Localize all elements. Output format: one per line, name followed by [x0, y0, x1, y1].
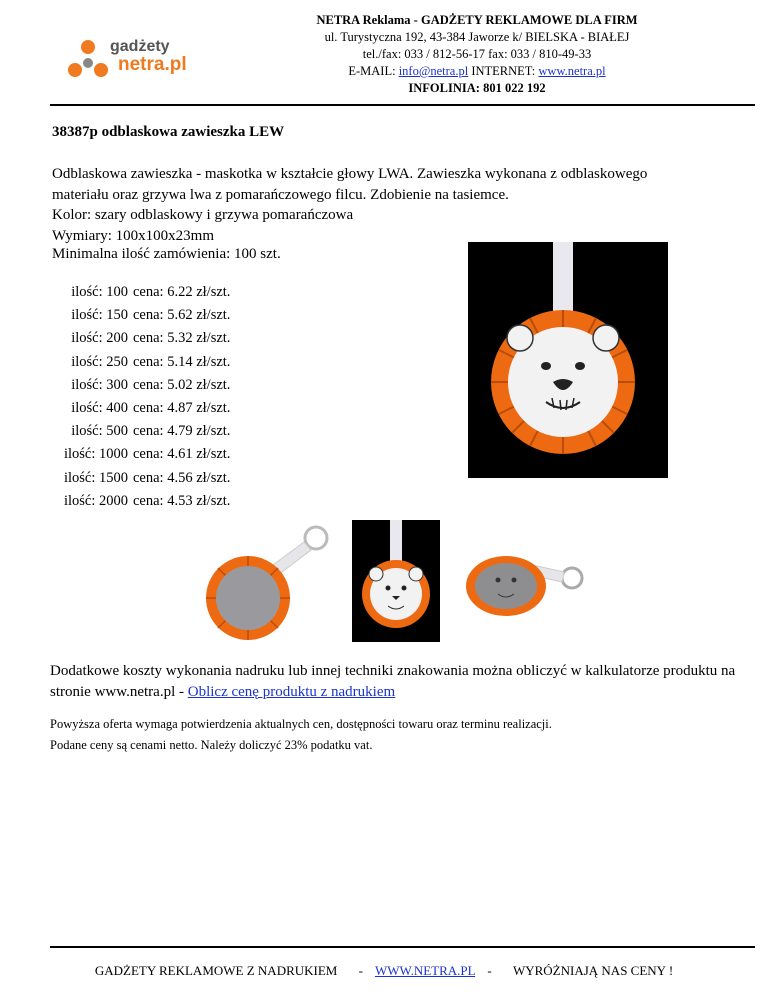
price-qty: ilość: 400: [71, 399, 128, 416]
price-row: [52, 307, 230, 330]
print-cost-info: [50, 661, 750, 703]
lion-keychain-front-image: [468, 242, 668, 478]
offer-note: Powyższa oferta wymaga potwierdzenia aktualnych cen, dostępności towaru oraz terminu realizacji.: [50, 717, 552, 731]
price-value: cena: 5.32 zł/szt.: [133, 330, 231, 347]
footer-slogan-right: WYRÓŻNIAJĄ NAS CENY !: [512, 963, 674, 978]
footer-divider: [50, 946, 755, 948]
price-row: [52, 493, 230, 516]
price-row: [52, 354, 230, 377]
print-cost-text: Dodatkowe koszty wykonania nadruku lub innej techniki znakowania można obliczyć w kalkulatorze produktu na stronie www.netra.pl -: [50, 663, 736, 700]
company-header: [282, 12, 672, 97]
price-value: cena: 5.02 zł/szt.: [133, 376, 231, 393]
price-qty: ilość: 300: [71, 376, 128, 393]
price-value: cena: 5.14 zł/szt.: [133, 353, 231, 370]
logo-mark-icon: [66, 38, 110, 82]
footer-separator: -: [487, 963, 492, 978]
price-row: [52, 377, 230, 400]
price-qty: ilość: 500: [71, 423, 128, 440]
price-value: cena: 4.79 zł/szt.: [133, 423, 231, 440]
product-dimensions: Wymiary: 100x100x23mm: [52, 227, 214, 244]
price-row: [52, 423, 230, 446]
price-value: cena: 4.61 zł/szt.: [133, 446, 231, 463]
product-photo-main: [468, 242, 668, 478]
company-address: ul. Turystyczna 192, 43-384 Jaworze k/ BIELSKA - BIAŁEJ: [324, 30, 630, 44]
product-photo-reflective: [464, 548, 590, 618]
price-value: cena: 4.87 zł/szt.: [133, 399, 231, 416]
netra-logo: [66, 38, 216, 82]
footer-website-link[interactable]: WWW.NETRA.PL: [374, 963, 476, 978]
price-qty: ilość: 250: [71, 353, 128, 370]
company-phone: tel./fax: 033 / 812-56-17 fax: 033 / 810-49-33: [362, 47, 592, 61]
lion-keychain-reflective-image: [464, 548, 590, 618]
header-divider: [50, 104, 755, 106]
internet-label: INTERNET:: [471, 64, 536, 78]
email-link[interactable]: info@netra.pl: [398, 64, 469, 78]
price-row: [52, 330, 230, 353]
price-table: [52, 284, 230, 516]
lion-keychain-back-image: [196, 522, 336, 642]
price-qty: ilość: 100: [71, 284, 128, 300]
vat-note: Podane ceny są cenami netto. Należy doliczyć 23% podatku vat.: [50, 738, 373, 752]
infolinia: INFOLINIA: 801 022 192: [408, 81, 546, 95]
logo-text-top: gadżety: [110, 38, 170, 55]
product-title: 38387p odblaskowa zawieszka LEW: [52, 124, 285, 140]
product-description: [52, 164, 692, 246]
price-calculator-link[interactable]: Oblicz cenę produktu z nadrukiem: [187, 684, 396, 700]
price-value: cena: 6.22 zł/szt.: [133, 284, 231, 300]
product-photo-back: [196, 522, 336, 642]
price-qty: ilość: 200: [71, 330, 128, 347]
company-name: NETRA Reklama - GADŻETY REKLAMOWE DLA FIRM: [316, 13, 638, 27]
price-qty: ilość: 1000: [63, 446, 128, 463]
min-order: Minimalna ilość zamówienia: 100 szt.: [52, 246, 281, 262]
product-color: Kolor: szary odblaskowy i grzywa pomarańczowa: [52, 207, 354, 223]
price-row: [52, 470, 230, 493]
price-value: cena: 5.62 zł/szt.: [133, 307, 231, 324]
product-photo-dark: [352, 520, 440, 642]
footer-slogan-left: GADŻETY REKLAMOWE Z NADRUKIEM: [94, 963, 338, 978]
page-footer: [0, 963, 768, 979]
price-qty: ilość: 1500: [63, 469, 128, 486]
price-row: [52, 446, 230, 469]
description-text: Odblaskowa zawieszka - maskotka w kształcie głowy LWA. Zawieszka wykonana z odblaskowego materiału oraz grzywa lwa z pomarańczowego filcu. Zdobienie na tasiemce.: [52, 166, 648, 203]
price-row: [52, 400, 230, 423]
price-qty: ilość: 150: [71, 307, 128, 324]
price-value: cena: 4.56 zł/szt.: [133, 469, 231, 486]
footer-separator: -: [358, 963, 363, 978]
price-value: cena: 4.53 zł/szt.: [133, 492, 231, 509]
email-label: E-MAIL:: [348, 64, 396, 78]
price-row: [52, 284, 230, 307]
website-link[interactable]: www.netra.pl: [538, 64, 606, 78]
price-qty: ilość: 2000: [63, 492, 128, 509]
company-contact: [282, 63, 672, 80]
logo-text-bottom: netra.pl: [118, 54, 187, 75]
lion-keychain-dark-image: [352, 520, 440, 642]
